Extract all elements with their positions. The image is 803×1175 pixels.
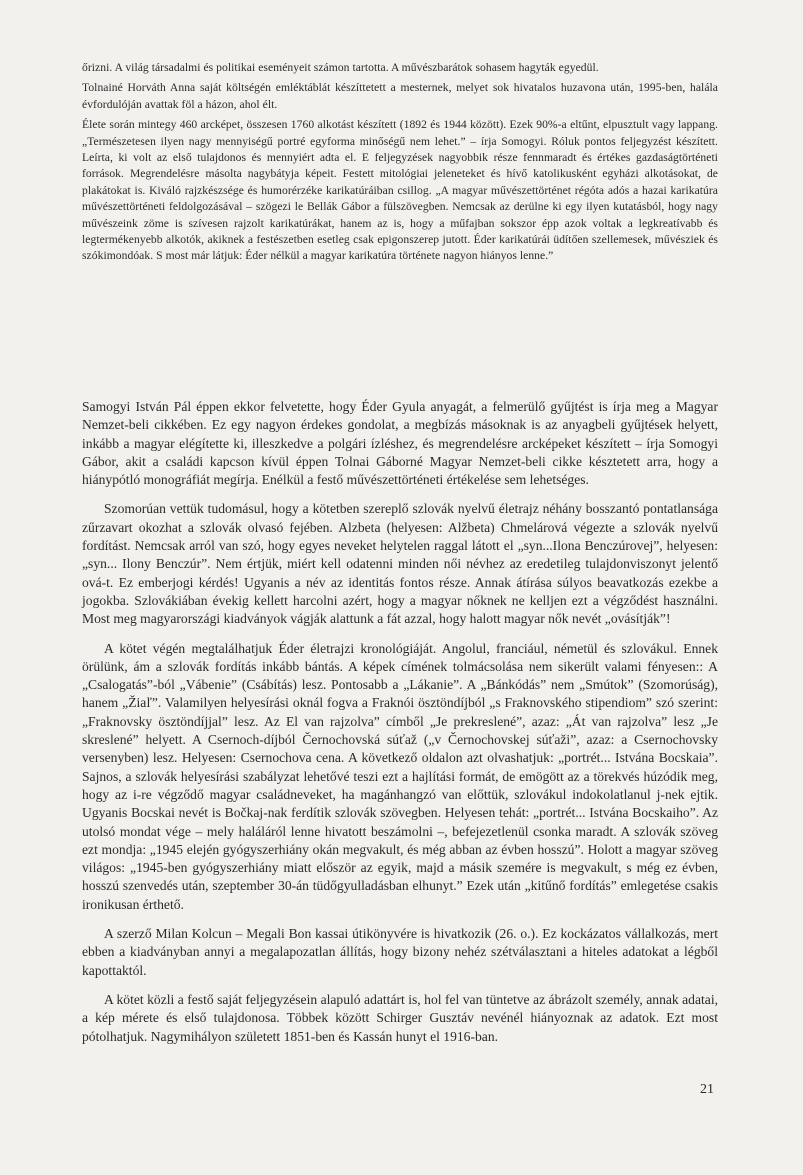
paragraph: Samogyi István Pál éppen ekkor felvetette, hogy Éder Gyula anyagát, a felmerülő gyűjtést is írja meg a Magyar Nemzet-beli cikkében. Ez egy nagyon érdekes gondolat, a megbízás másoknak is az anyagbeli gyűjtések helyett, inkább a magyar elégítette ki, illeszkedve a polgári ízléshez, és megrendelésre arcképeket készített – írja Somogyi Gábor, akit a családi kapcson kívül éppen Tolnai Gáborné Magyar Nemzet-beli cikke késztetett arra, hogy a hiánypótló monográfiát megírja. Enélkül a festő művészettörténeti értékelése sem lehetséges. (82, 399, 718, 488)
paragraph: Szomorúan vettük tudomásul, hogy a kötetben szereplő szlovák nyelvű életrajz néhány bosszantó pontatlansága zűrzavart okozhat a szlovák olvasó fejében. Alzbeta (helyesen: Alžbeta) Chmelárová végezte a szlovák nyelvű fordítást. Nemcsak arról van szó, hogy egyes neveket helytelen raggal látott el „syn...Ilona Benczúrovej”, helyesen: „syn... Ilony Benczúr”. Nem értjük, miért kell odatenni minden női névhez az eredetileg tulajdonviszonyt jelentő ová-t. Ez emberjogi kérdés! Ugyanis a név az identitás fontos része. Annak átírása súlyos beavatkozás ezekbe a jogokba. Szlovákiában évekig kellett harcolni azért, hogy a magyar nőknek ne kelljen ezt a végződést használni. Most meg magyarországi kiadványok vágják alattunk a fát azzal, hogy halott magyar nők nevét „ovásítják”! (82, 501, 718, 627)
paragraph: A kötet közli a festő saját feljegyzésein alapuló adattárt is, hol fel van tüntetve az ábrázolt személy, annak adatai, a kép mérete és első tulajdonosa. Többek között Schirger Gusztáv nevénél hiányoznak az adatok. Ezt most pótolhatjuk. Nagymihályon született 1851-ben és Kassán hunyt el 1916-ban. (82, 991, 718, 1044)
paragraph: Élete során mintegy 460 arcképet, összesen 1760 alkotást készített (1892 és 1944 között). Ezek 90%-a eltűnt, elpusztult vagy lappang. „Természetesen ilyen nagy mennyiségű portré egyforma minőségű nem lehet.” – írja Somogyi. Róluk pontos feljegyzést készített. Leírta, ki volt az első tulajdonos és mennyiért adta el. E feljegyzések nagyobbik része fennmaradt és értékes gazdaságtörténeti források. Megrendelésre másolta nagybátyja képeit. Festett mitológiai jeleneteket és hívő katolikusként egyházi alkotásokat, de plakátokat is. Kiváló rajzkészsége és humorérzéke karikatúráiban csillog. „A magyar művészettörténet régóta adós a hazai karikatúra művészettörténeti feldolgozásával – szögezi le Bellák Gábor a fülszövegben. Nemcsak az derülne ki egy ilyen kutatásból, hogy nagy művészeink zöme is szívesen rajzolt karikatúrákat, hanem az is, hogy a műfajban sokszor épp azok voltak a legkreatívabb és legtermékenyebb alkotók, akiknek a festészetben esetleg csak epigonszerep jutott. Éder karikatúrái üdítően szellemesek, művésziek és szókimondóak. S most már látjuk: Éder nélkül a magyar karikatúra története nagyon hiányos lenne.” (82, 118, 718, 263)
page-number: 21 (700, 1082, 714, 1097)
main-body-text (82, 398, 718, 1046)
paragraph: Tolnainé Horváth Anna saját költségén emléktáblát készíttetett a mesternek, melyet sok hivatalos huzavona után, 1995-ben, halála évfordulóján avattak föl a házon, ahol élt. (82, 81, 718, 111)
paragraph: A kötet végén megtalálhatjuk Éder életrajzi kronológiáját. Angolul, franciául, németül és szlovákul. Ennek örülünk, ám a szlovák fordítás inkább bántás. A képek címének tolmácsolása nem sikerült valami fényesen:: A „Csalogatás”-ból „Vábenie” (Csábítás) lesz. Pontosabb a „Lákanie”. A „Bánkódás” nem „Smútok” (Szomorúság), hanem „Žiaľ”. Valamilyen helyesírási oknál fogva a Fraknói ösztöndíjból „s Fraknovského stipendiom” szó szerint: „Fraknovsky ösztöndíjjal” lesz. Az El van rajzolva” címből „Je prekreslené”, azaz: „Át van rajzolva” lesz „Je skreslené” helyett. A Csernoch-díjból Černochovská súťaž („v Černochovskej súťaži”, azaz: a Csernochovsky versenyben) lesz. Helyesen: Csernochova cena. A következő oldalon azt olvashatjuk: „portrét... Istvána Bocskaia”. Sajnos, a szlovák helyesírási szabályzat lehetővé teszi ezt a hajlítási formát, de emögött az a törekvés húzódik meg, hogy az i-re végződő magyar családneveket, ha magánhangzó van előttük, szlovákul indokolatlanul j-nek ejtik. Ugyanis Bocskai nevét is Bočkaj-nak ferdítik szlovák szövegben. Helyesen tehát: „portrét... Istvána Bocskaiho”. Az utolsó mondat vége – mely haláláról lenne hivatott beszámolni –, befejezetlenül csonka maradt. A szlovák szöveg ezt mondja: „1945 elején gyógyszerhiány okán megvakult, és még abban az évben hosszú”. Holott a magyar szöveg világos: „1945-ben gyógyszerhiány miatt először az egyik, majd a másik szemére is megvakult, s még ez évben, hosszú szenvedés után, szeptember 30-án tüdőgyulladásban elhunyt.” Ezek után „kitűnő fordítás” emlegetése csakis ironikusan érthető. (82, 640, 718, 912)
paragraph: A szerző Milan Kolcun – Megali Bon kassai útikönyvére is hivatkozik (26. o.). Ez kockázatos vállalkozás, mert ebben a kiadványban annyi a megalapozatlan állítás, hogy bizony nehéz szétválasztani a hiteles adatokat a légből kapottaktól. (82, 926, 718, 978)
upper-small-text (82, 60, 718, 265)
paragraph: őrizni. A világ társadalmi és politikai eseményeit számon tartotta. A művészbarátok sohasem hagyták egyedül. (82, 61, 599, 74)
